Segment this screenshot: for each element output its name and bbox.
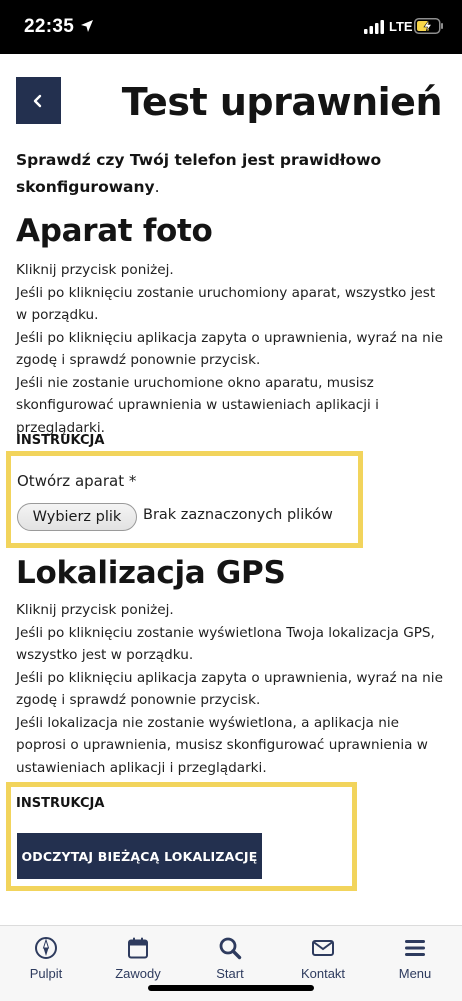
gps-line: Jeśli po kliknięciu aplikacja zapyta o uprawnienia, wyraź na nie zgodę i sprawdź ponownie przycisk. [16, 669, 443, 708]
intro-suffix: . [154, 178, 160, 196]
battery-charging-icon [414, 18, 444, 34]
intro-text [16, 147, 446, 201]
nav-item-zawody[interactable] [98, 936, 178, 988]
choose-file-button[interactable]: Wybierz plik [17, 503, 137, 531]
home-indicator [148, 985, 314, 991]
nav-label: Zawody [115, 966, 161, 981]
gps-description [16, 599, 448, 779]
camera-highlight-box [6, 451, 363, 548]
search-icon [218, 936, 242, 960]
nav-item-start[interactable] [190, 936, 270, 988]
nav-item-pulpit[interactable] [6, 936, 86, 988]
signal-icon [364, 20, 384, 34]
hamburger-icon [403, 936, 427, 960]
gps-line: Jeśli po kliknięciu zostanie wyświetlona Twoja lokalizacja GPS, wszystko jest w porządku. [16, 624, 435, 663]
read-location-button[interactable]: ODCZYTAJ BIEŻĄCĄ LOKALIZACJĘ [17, 833, 262, 879]
camera-description [16, 259, 448, 439]
nav-label: Menu [398, 966, 432, 981]
intro-bold: Sprawdź czy Twój telefon jest prawidłowo skonfigurowany [16, 151, 382, 196]
file-status: Brak zaznaczonych plików [143, 507, 333, 523]
gps-heading: Lokalizacja GPS [16, 555, 286, 591]
nav-label: Pulpit [29, 966, 63, 981]
camera-field-label: Otwórz aparat * [17, 472, 137, 490]
gps-line: Jeśli lokalizacja nie zostanie wyświetlona, a aplikacja nie poprosi o uprawnienia, musisz skonfigurować uprawnienia w ustawieniach aplikacji i przeglądarki. [16, 714, 428, 776]
page-title: Test uprawnień [121, 80, 442, 124]
location-arrow-icon [80, 19, 94, 33]
gps-line: Kliknij przycisk poniżej. [16, 602, 174, 618]
nav-item-kontakt[interactable] [283, 936, 363, 988]
nav-item-menu[interactable] [375, 936, 455, 988]
camera-heading: Aparat foto [16, 213, 213, 249]
camera-line: Kliknij przycisk poniżej. [16, 262, 174, 278]
compass-icon [34, 936, 58, 960]
camera-line: Jeśli nie zostanie uruchomione okno aparatu, musisz skonfigurować uprawnienia w ustawieniach aplikacji i przeglądarki. [16, 374, 379, 436]
calendar-icon [126, 936, 150, 960]
network-type: LTE [389, 19, 413, 34]
gps-instruction-label: INSTRUKCJA [16, 796, 105, 811]
camera-line: Jeśli po kliknięciu zostanie uruchomiony aparat, wszystko jest w porządku. [16, 284, 436, 323]
camera-instruction-label: INSTRUKCJA [16, 433, 105, 448]
nav-label: Start [216, 966, 244, 981]
nav-label: Kontakt [300, 966, 346, 981]
status-bar [0, 0, 462, 54]
envelope-icon [311, 936, 335, 960]
camera-line: Jeśli po kliknięciu aplikacja zapyta o uprawnienia, wyraź na nie zgodę i sprawdź ponownie przycisk. [16, 329, 443, 368]
status-time: 22:35 [24, 16, 75, 37]
